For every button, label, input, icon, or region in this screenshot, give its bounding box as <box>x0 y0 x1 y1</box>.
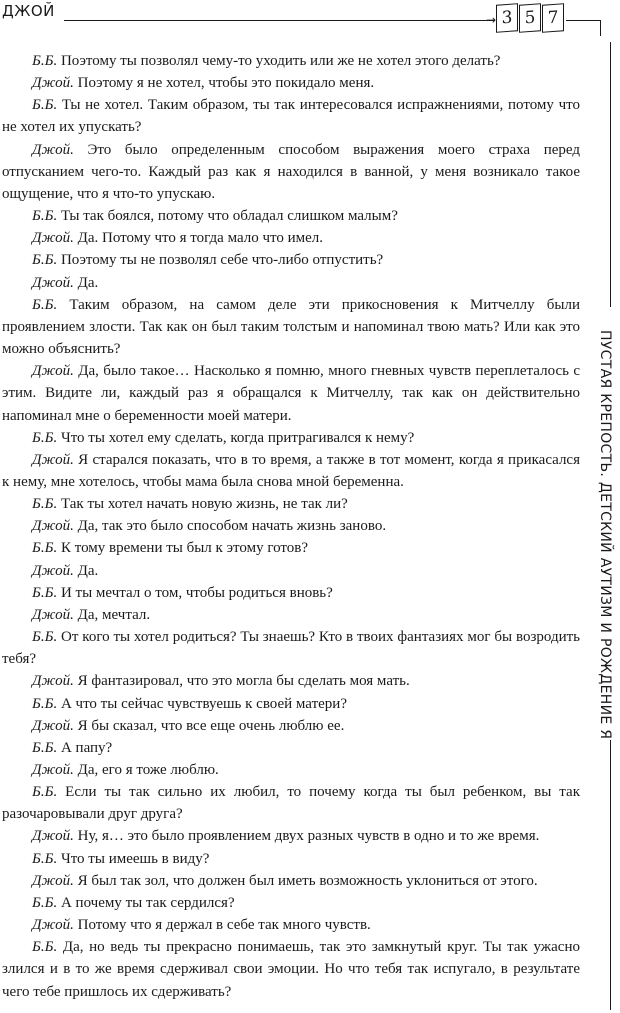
line-text: А папу? <box>57 739 113 756</box>
line-text: Ну, я… это было проявлением двух разных чувств в одно и то же время. <box>73 828 540 845</box>
dialogue-paragraph <box>2 626 580 670</box>
line-text: А что ты сейчас чувствуешь к своей матери? <box>57 695 347 712</box>
speaker-label: Джой. <box>32 762 74 778</box>
dialogue-paragraph <box>2 737 580 759</box>
book-title-vertical: ПУСТАЯ КРЕПОСТЬ. ДЕТСКИЙ АУТИЗМ И РОЖДЕНИЕ Я <box>597 330 613 740</box>
dialogue-paragraph <box>2 604 580 626</box>
page-number-digit: 3 <box>496 3 518 33</box>
page-number <box>496 4 565 32</box>
side-rule-top <box>610 42 611 307</box>
dialogue-paragraph <box>2 582 580 604</box>
speaker-label: Джой. <box>32 230 74 247</box>
speaker-label: Б.Б. <box>32 939 58 956</box>
line-text: И ты мечтал о том, чтобы родиться вновь? <box>57 584 333 601</box>
dialogue-text <box>2 50 580 1003</box>
line-text: К тому времени ты был к этому готов? <box>57 540 309 557</box>
line-text: Я был так зол, что должен был иметь возможность уклониться от этого. <box>73 872 538 889</box>
speaker-label: Джой. <box>32 606 74 623</box>
dialogue-paragraph <box>2 94 580 138</box>
speaker-label: Джой. <box>32 451 74 468</box>
dialogue-paragraph <box>2 50 580 72</box>
speaker-label: Б.Б. <box>32 695 58 712</box>
dialogue-paragraph <box>2 848 580 870</box>
line-text: Таким образом, на самом деле эти прикосновения к Митчеллу были проявлением злости. Так как он был таким толстым и напоминал твою мать? Или как это можно объяснить? <box>2 296 580 358</box>
speaker-label: Джой. <box>32 872 74 889</box>
line-text: От кого ты хотел родиться? Ты знаешь? Кто в твоих фантазиях мог бы возродить тебя? <box>2 629 580 668</box>
speaker-label: Джой. <box>32 75 74 92</box>
speaker-label: Б.Б. <box>32 894 58 911</box>
line-text: Да, так это было способом начать жизнь заново. <box>73 518 387 535</box>
line-text: Да, но ведь ты прекрасно понимаешь, так это замкнутый круг. Ты так ужасно злился и в то же время сдерживал свои эмоции. Но что тебя так испугало, в результате чего тебе пришлось их сдерживать? <box>2 939 580 1000</box>
speaker-label: Б.Б. <box>32 252 58 269</box>
page-header <box>0 0 620 40</box>
dialogue-paragraph <box>2 781 580 825</box>
dialogue-paragraph <box>2 670 580 692</box>
line-text: Если ты так сильно их любил, то почему когда ты был ребенком, вы так разочаровывали друг друга? <box>2 784 580 823</box>
speaker-label: Джой. <box>32 828 74 845</box>
dialogue-paragraph <box>2 870 580 892</box>
speaker-label: Б.Б. <box>32 739 58 756</box>
header-corner-rule <box>600 20 601 36</box>
header-rule-right <box>566 20 600 21</box>
dialogue-paragraph <box>2 272 580 294</box>
dialogue-paragraph <box>2 449 580 493</box>
speaker-label: Б.Б. <box>32 540 58 557</box>
speaker-label: Б.Б. <box>32 850 58 867</box>
speaker-label: Б.Б. <box>32 97 58 114</box>
speaker-label: Джой. <box>32 274 74 291</box>
speaker-label: Б.Б. <box>32 784 58 801</box>
line-text: Это было определенным способом выражения моего страха перед отпусканием чего-то. Каждый раз как я находился в ванной, у меня возникало такое ощущение, что я что-то упускаю. <box>2 141 580 202</box>
speaker-label: Джой. <box>32 518 74 535</box>
dialogue-paragraph <box>2 537 580 559</box>
side-rule-bottom <box>610 740 611 1010</box>
dialogue-paragraph <box>2 825 580 847</box>
line-text: Так ты хотел начать новую жизнь, не так ли? <box>57 496 348 513</box>
dialogue-paragraph <box>2 72 580 94</box>
speaker-label: Б.Б. <box>32 296 58 313</box>
line-text: Да. <box>73 562 99 579</box>
line-text: Я фантазировал, что это могла бы сделать моя мать. <box>73 673 410 690</box>
line-text: Да, его я тоже люблю. <box>73 762 219 778</box>
running-head: ДЖОЙ <box>2 2 55 20</box>
dialogue-paragraph <box>2 205 580 227</box>
dialogue-paragraph <box>2 936 580 1002</box>
dialogue-paragraph <box>2 560 580 582</box>
line-text: Да, было такое… Насколько я помню, много гневных чувств переплеталось с этим. Видите ли, каждый раз я обращался к Митчеллу, так как он действительно напоминал мне о беременности моей матери. <box>2 363 580 424</box>
speaker-label: Джой. <box>32 141 74 158</box>
line-text: Поэтому ты позволял чему-то уходить или же не хотел этого делать? <box>57 53 501 69</box>
line-text: Поэтому я не хотел, чтобы это покидало меня. <box>73 75 375 92</box>
dialogue-paragraph <box>2 759 580 781</box>
line-text: Я старался показать, что в то время, а также в тот момент, когда я прикасался к нему, мне хотелось, чтобы мама была снова мной беременна. <box>2 451 580 490</box>
dialogue-paragraph <box>2 427 580 449</box>
line-text: Поэтому ты не позволял себе что-либо отпустить? <box>57 252 384 269</box>
speaker-label: Б.Б. <box>32 429 58 446</box>
line-text: А почему ты так сердился? <box>57 894 235 911</box>
line-text: Что ты имеешь в виду? <box>57 850 210 867</box>
speaker-label: Б.Б. <box>32 208 58 225</box>
line-text: Ты так боялся, потому что обладал слишком малым? <box>57 208 398 225</box>
dialogue-paragraph <box>2 249 580 271</box>
speaker-label: Джой. <box>32 562 74 579</box>
line-text: Да, мечтал. <box>73 606 151 623</box>
dialogue-paragraph <box>2 715 580 737</box>
dialogue-paragraph <box>2 360 580 426</box>
dialogue-paragraph <box>2 693 580 715</box>
speaker-label: Джой. <box>32 717 74 734</box>
speaker-label: Джой. <box>32 917 74 934</box>
header-rule <box>64 20 494 21</box>
line-text: Что ты хотел ему сделать, когда притрагивался к нему? <box>57 429 415 446</box>
speaker-label: Джой. <box>32 363 74 380</box>
dialogue-paragraph <box>2 227 580 249</box>
speaker-label: Б.Б. <box>32 629 58 646</box>
speaker-label: Б.Б. <box>32 496 58 513</box>
dialogue-paragraph <box>2 139 580 205</box>
page-number-digit: 7 <box>542 3 564 33</box>
page-number-digit: 5 <box>519 3 541 33</box>
line-text: Да. <box>73 274 99 291</box>
speaker-label: Б.Б. <box>32 53 58 69</box>
dialogue-paragraph <box>2 493 580 515</box>
line-text: Я бы сказал, что все еще очень люблю ее. <box>73 717 345 734</box>
dialogue-paragraph <box>2 892 580 914</box>
dialogue-paragraph <box>2 515 580 537</box>
dialogue-paragraph <box>2 914 580 936</box>
speaker-label: Джой. <box>32 673 74 690</box>
line-text: Ты не хотел. Таким образом, ты так интересовался испражнениями, потому что не хотел их упускать? <box>2 97 580 136</box>
arrow-right-icon: → <box>486 13 497 27</box>
speaker-label: Б.Б. <box>32 584 58 601</box>
line-text: Да. Потому что я тогда мало что имел. <box>73 230 324 247</box>
line-text: Потому что я держал в себе так много чувств. <box>73 917 371 934</box>
dialogue-paragraph <box>2 294 580 360</box>
